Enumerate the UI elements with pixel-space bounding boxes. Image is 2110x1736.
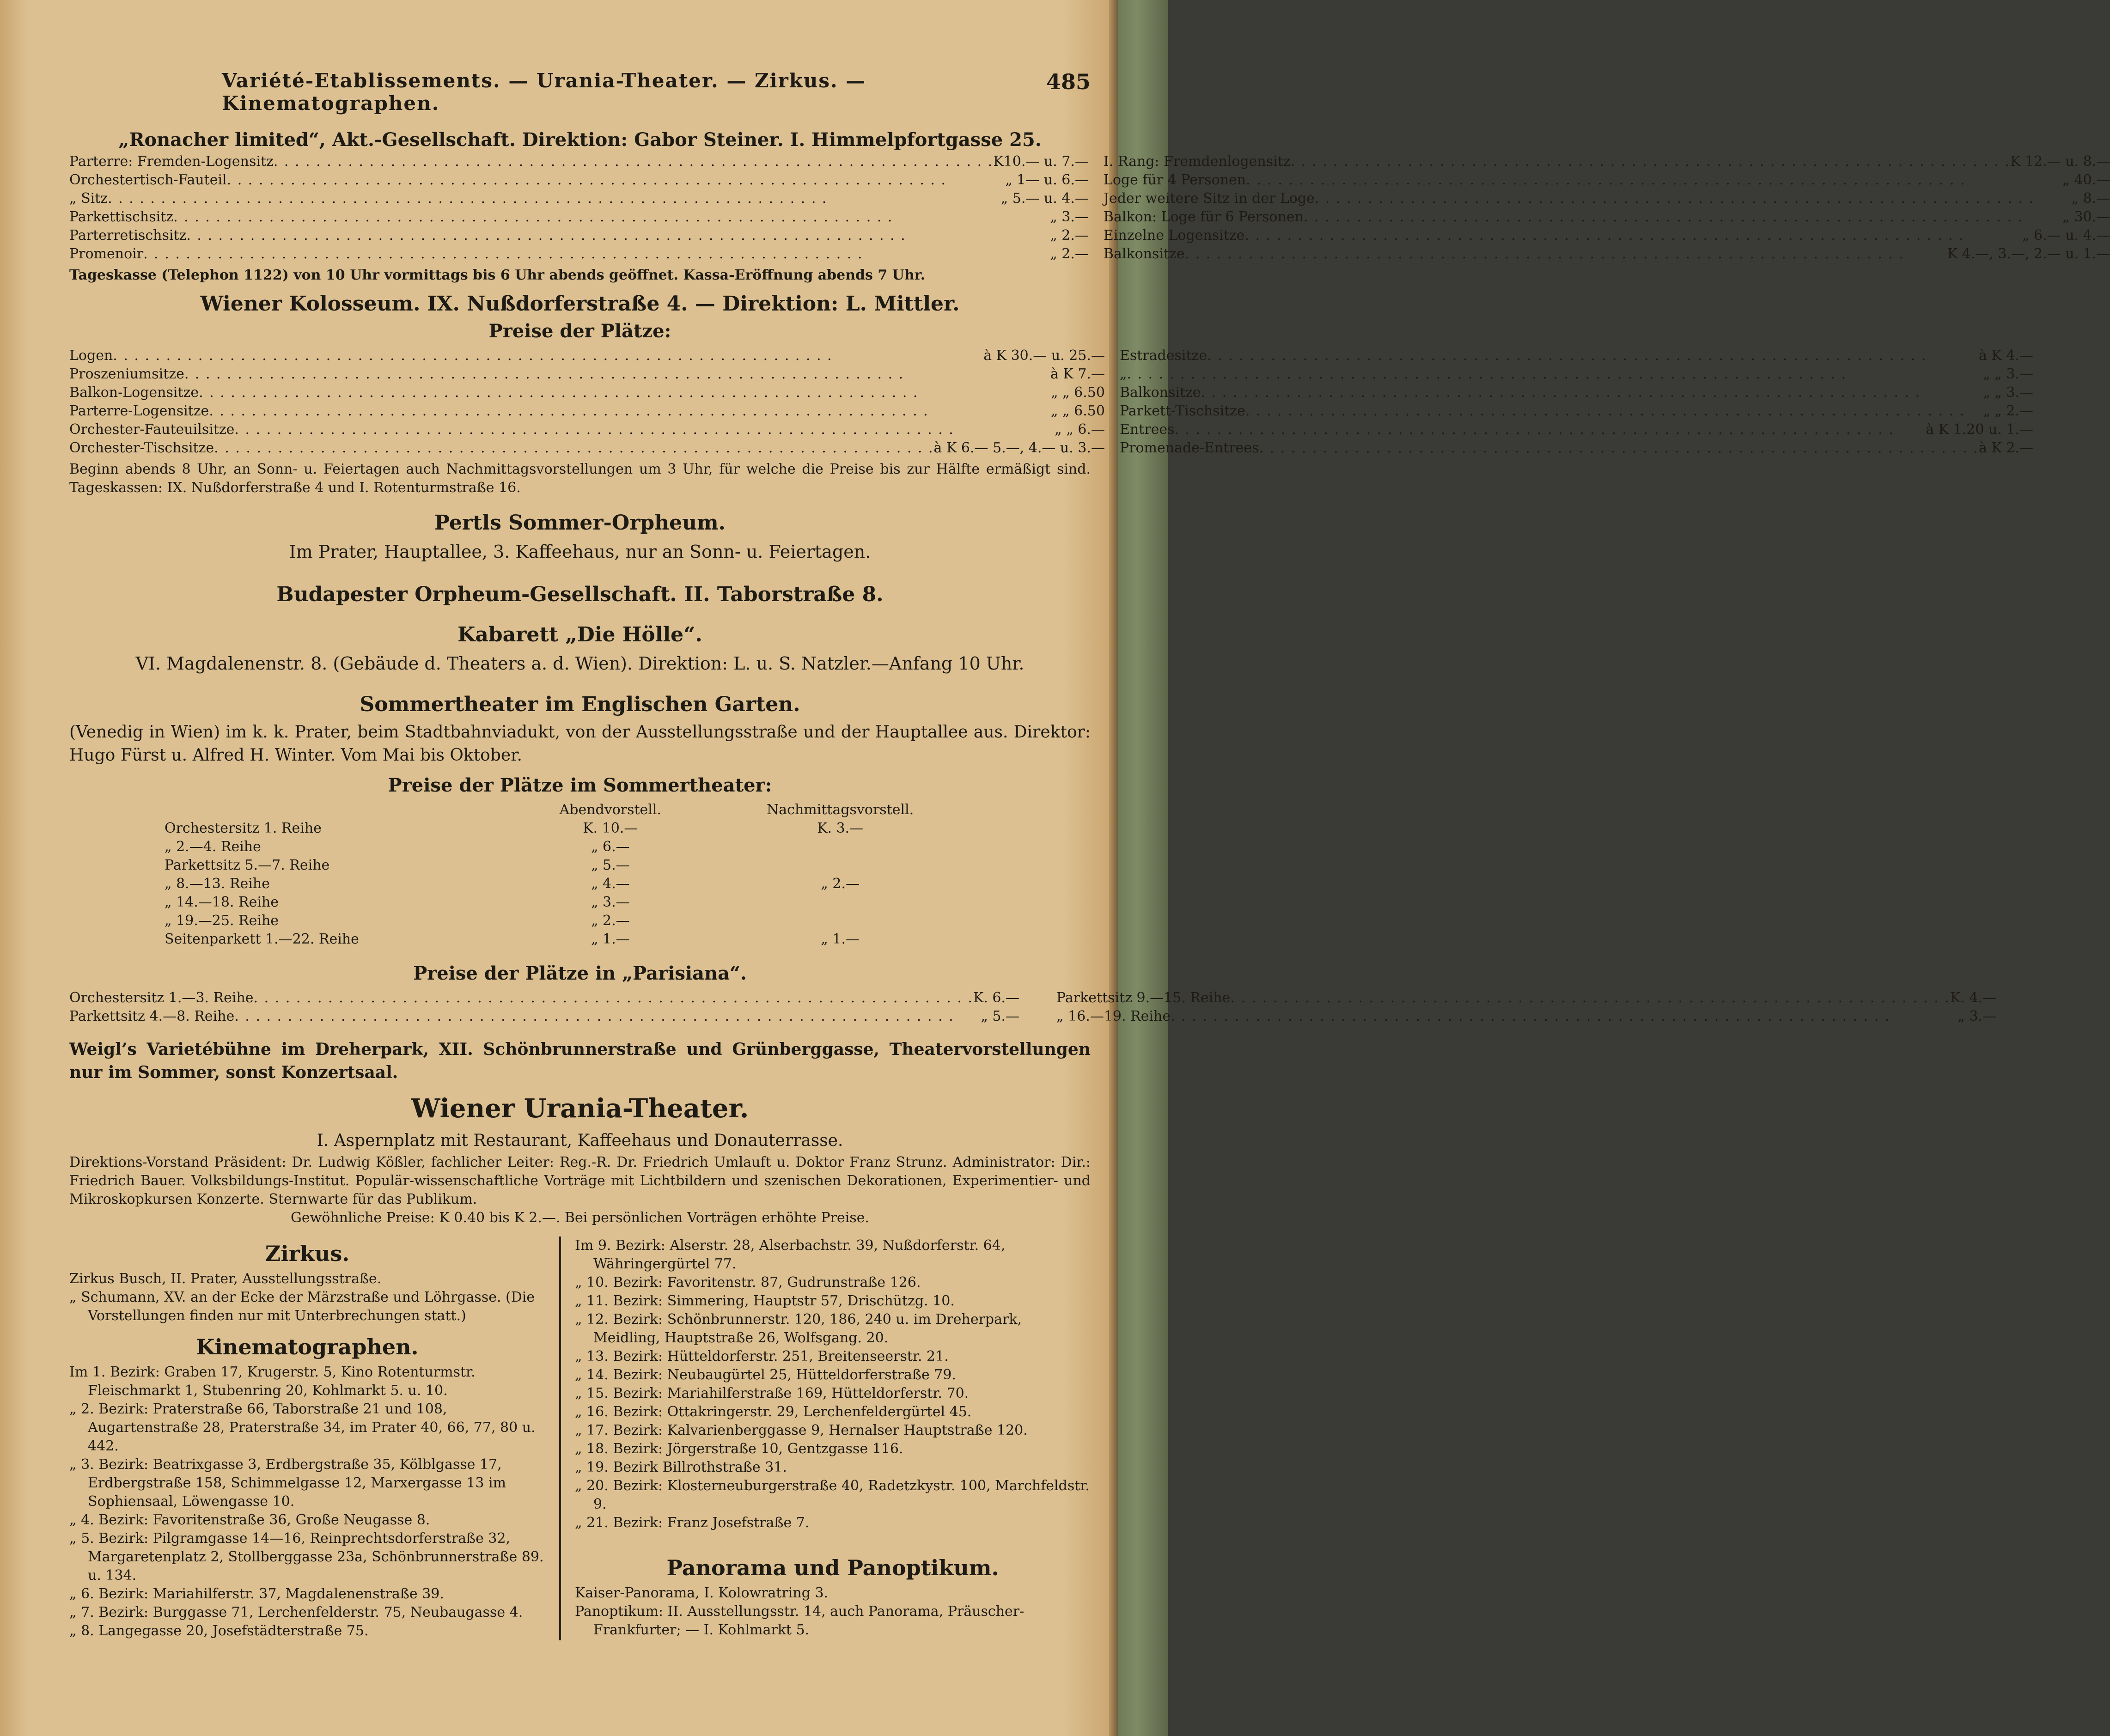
price-label: Estradesitze — [1119, 347, 1207, 364]
list-item: „ 13. Bezirk: Hütteldorferstr. 251, Breitenseerstr. 21. — [575, 1348, 949, 1364]
table-row — [162, 856, 975, 875]
list-item: „ 6. Bezirk: Mariahilferstr. 37, Magdalenenstraße 39. — [69, 1586, 444, 1602]
price-row — [1104, 208, 2110, 226]
price-row — [1120, 347, 2033, 365]
leader-dots — [209, 402, 1051, 420]
price-row — [1120, 384, 2033, 402]
price-value: „ 8.— — [2071, 190, 2110, 207]
price-label: Entrees — [1119, 421, 1175, 438]
leader-dots — [1171, 1007, 1958, 1026]
list-item: „ 20. Bezirk: Klosterneuburgerstraße 40, Radetzkystr. 100, Marchfeldstr. 9. — [575, 1478, 1090, 1512]
ronacher-prices — [69, 152, 2110, 263]
price-value: „ 2.— — [1050, 246, 1089, 262]
leader-dots — [1174, 420, 1926, 439]
zirkus-title: Zirkus. — [265, 1241, 350, 1266]
price-value: à K 2.— — [1978, 440, 2033, 456]
price-row — [69, 226, 1089, 245]
list-item: „ 15. Bezirk: Mariahilferstraße 169, Hütteldorferstr. 70. — [575, 1385, 969, 1401]
price-label: Orchester-Tischsitze — [69, 440, 214, 456]
leader-dots — [143, 245, 1050, 263]
list-item: „ 16. Bezirk: Ottakringerstr. 29, Lerchenfeldergürtel 45. — [575, 1404, 972, 1420]
price-row — [1104, 152, 2110, 171]
kolosseum-note: Beginn abends 8 Uhr, an Sonn- u. Feiertagen auch Nachmittagsvorstellungen um 3 Uhr, für welche die Preise bis zur Hälfte ermäßigt sind. Tageskassen: IX. Nußdorferstraße 4 und I. Rotenturmstraße 16. — [69, 461, 1091, 496]
price-label: Promenoir — [69, 246, 144, 262]
leader-dots — [254, 989, 973, 1007]
col-header-abend: Abendvorstell. — [559, 802, 662, 818]
price-row — [69, 1007, 1019, 1026]
table-row — [162, 875, 975, 893]
abend-price: „ 2.— — [591, 913, 630, 929]
urania-title: Wiener Urania-Theater. — [411, 1093, 749, 1124]
list-item: „ 11. Bezirk: Simmering, Hauptstr 57, Drischützg. 10. — [575, 1293, 955, 1309]
ronacher-prices-left — [69, 152, 1089, 263]
price-row — [1104, 245, 2110, 263]
price-value: „ 5.— u. 4.— — [1000, 190, 1089, 207]
ronacher-prices-right — [1104, 152, 2110, 263]
list-item: „ 7. Bezirk: Burggasse 71, Lerchenfelderstr. 75, Neubaugasse 4. — [69, 1604, 523, 1620]
price-value: „ „ 6.50 — [1051, 384, 1105, 401]
price-row — [69, 989, 1019, 1007]
hoelle-text: VI. Magdalenenstr. 8. (Gebäude d. Theaters a. d. Wien). Direktion: L. u. S. Natzler.—Anfang 10 Uhr. — [135, 653, 1025, 674]
price-row — [1104, 171, 2110, 189]
leader-dots — [227, 171, 1006, 189]
left-column — [69, 1237, 555, 1640]
price-row — [69, 420, 1105, 439]
running-header — [69, 69, 1091, 115]
leader-dots — [108, 189, 1001, 208]
row-label: „ 14.—18. Reihe — [165, 894, 279, 910]
price-label: Proszeniumsitze — [69, 366, 184, 382]
list-item: Panoptikum: II. Ausstellungsstr. 14, auch Panorama, Präuscher-Frankfurter; — I. Kohlmarkt 5. — [575, 1603, 1025, 1638]
price-label: Parkettsitz 9.—15. Reihe — [1056, 990, 1231, 1006]
nachm-price — [705, 912, 975, 930]
kino-list-right — [575, 1237, 1091, 1532]
price-label: „ Sitz — [69, 190, 108, 207]
abend-price: „ 6.— — [591, 839, 630, 855]
price-label: „ 16.—19. Reihe — [1056, 1008, 1171, 1024]
urania-subtitle: I. Aspernplatz mit Restaurant, Kaffeehaus und Donauterrasse. — [317, 1131, 843, 1150]
col-header-nachm: Nachmittagsvorstell. — [767, 802, 914, 818]
price-value: K 4.—, 3.—, 2.— u. 1.— — [1947, 246, 2110, 262]
price-label: Balkon: Loge für 6 Personen — [1103, 209, 1304, 225]
leader-dots — [1291, 152, 2010, 171]
price-row — [1120, 439, 2033, 457]
list-item: „ 4. Bezirk: Favoritenstraße 36, Große Neugasse 8. — [69, 1512, 430, 1528]
leader-dots — [214, 439, 933, 457]
sommertheater-text: (Venedig in Wien) im k. k. Prater, beim Stadtbahnviadukt, von der Ausstellungsstraße und der Hauptallee aus. Direktor: Hugo Fürst u. Alfred H. Winter. Vom Mai bis Oktober. — [69, 723, 1091, 765]
urania-text: Direktions-Vorstand Präsident: Dr. Ludwig Kößler, fachlicher Leiter: Reg.-R. Dr. Friedrich Umlauft u. Doktor Franz Strunz. Administrator: Dir.: Friedrich Bauer. Volksbildungs-Institut. Populär-wissenschaftliche Vorträge mit Lichtbildern und szenischen Dekorationen, Experimentier- und Mikroskopkursen Konzerte. Sternwarte für das Publikum. — [69, 1154, 1091, 1207]
nachm-price — [705, 893, 975, 912]
nachm-price — [705, 856, 975, 875]
price-label: Parterretischsitz — [69, 227, 187, 244]
leader-dots — [1185, 245, 1947, 263]
price-label: Balkonsitze — [1119, 384, 1201, 401]
leader-dots — [113, 347, 983, 365]
price-value: „ 6.— u. 4.— — [2022, 227, 2110, 244]
price-label: „ — [1119, 366, 1127, 382]
urania-prices: Gewöhnliche Preise: K 0.40 bis K 2.—. Bei persönlichen Vorträgen erhöhte Preise. — [290, 1210, 870, 1226]
table-row — [162, 912, 975, 930]
price-row — [69, 152, 1089, 171]
price-value: à K 1.20 u. 1.— — [1926, 421, 2033, 438]
kino-title: Kinematographen. — [196, 1334, 419, 1359]
price-value: „ „ 3.— — [1983, 366, 2033, 382]
kolosseum-prices — [69, 347, 2033, 457]
leader-dots — [186, 226, 1050, 245]
leader-dots — [173, 208, 1050, 226]
weigl-text: Weigl’s Varietébühne im Dreherpark, XII. Schönbrunnerstraße und Grünberggasse, Theatervorstellungen nur im Sommer, sonst Konzertsaal. — [69, 1040, 1091, 1082]
page-number: 485 — [1046, 69, 1091, 94]
price-value: „ 40.— — [2062, 172, 2110, 188]
list-item: „ 2. Bezirk: Praterstraße 66, Taborstraße 21 und 108, Augartenstraße 28, Praterstraße 34, im Prater 40, 66, 77, 80 u. 442. — [69, 1401, 536, 1454]
panorama-title: Panorama und Panoptikum. — [666, 1555, 999, 1580]
price-row — [69, 208, 1089, 226]
price-value: K 12.— u. 8.— — [2010, 153, 2110, 170]
price-label: Jeder weitere Sitz in der Loge — [1103, 190, 1315, 207]
leader-dots — [184, 365, 1050, 384]
ronacher-note: Tageskasse (Telephon 1122) von 10 Uhr vormittags bis 6 Uhr abends geöffnet. Kassa-Eröffnung abends 7 Uhr. — [69, 267, 926, 283]
price-row — [1056, 1007, 1996, 1026]
nachm-price: K. 3.— — [817, 820, 864, 836]
leader-dots — [199, 384, 1051, 402]
list-item: „ 10. Bezirk: Favoritenstr. 87, Gudrunstraße 126. — [575, 1274, 921, 1291]
ronacher-title: „Ronacher limited“, Akt.-Gesellschaft. Direktion: Gabor Steiner. I. Himmelpfortgasse 25. — [118, 129, 1042, 151]
price-label: Loge für 4 Personen — [1103, 172, 1246, 188]
price-row — [69, 245, 1089, 263]
parisiana-prices-right — [1056, 989, 1996, 1026]
list-item: „ Schumann, XV. an der Ecke der Märzstraße und Löhrgasse. (Die Vorstellungen finden nur mit Unterbrechungen statt.) — [69, 1289, 535, 1324]
list-item: „ 14. Bezirk: Neubaugürtel 25, Hütteldorferstraße 79. — [575, 1367, 956, 1383]
abend-price: „ 3.— — [591, 894, 630, 910]
price-row — [1104, 189, 2110, 208]
price-label: Parkett-Tischsitze — [1119, 403, 1245, 419]
parisiana-prices — [69, 989, 1996, 1026]
list-item: „ 17. Bezirk: Kalvarienberggasse 9, Hernalser Hauptstraße 120. — [575, 1422, 1028, 1438]
list-item: Im 9. Bezirk: Alserstr. 28, Alserbachstr. 39, Nußdorferstr. 64, Währingergürtel 77. — [575, 1237, 1006, 1272]
pertl-title: Pertls Sommer-Orpheum. — [434, 511, 726, 535]
price-label: Parkettsitz 4.—8. Reihe — [69, 1008, 235, 1024]
price-value: „ 3.— — [1958, 1008, 1996, 1024]
list-item: „ 12. Bezirk: Schönbrunnerstr. 120, 186, 240 u. im Dreherpark, Meidling, Hauptstraße 26, Wolfsgang. 20. — [575, 1311, 1022, 1346]
list-item: „ 5. Bezirk: Pilgramgasse 14—16, Reinprechtsdorferstraße 32, Margaretenplatz 2, Stollberggasse 23a, Schönbrunnerstraße 89. u. 134. — [69, 1530, 544, 1584]
zirkus-list — [69, 1270, 545, 1325]
price-label: Einzelne Logensitze — [1103, 227, 1245, 244]
sommertheater-title: Sommertheater im Englischen Garten. — [360, 693, 800, 716]
kino-list-left — [69, 1363, 545, 1640]
price-row — [69, 347, 1105, 365]
table-row — [162, 819, 975, 838]
column-divider — [559, 1237, 561, 1640]
sommertheater-price-table — [162, 801, 975, 949]
bottom-columns — [69, 1237, 1091, 1640]
pertl-text: Im Prater, Hauptallee, 3. Kaffeehaus, nur an Sonn- u. Feiertagen. — [289, 542, 871, 562]
leader-dots — [1259, 439, 1979, 457]
price-label: Orchester-Fauteuilsitze — [69, 421, 235, 438]
table-row — [162, 838, 975, 856]
price-label: Parkettischsitz — [69, 209, 174, 225]
right-column — [566, 1237, 1091, 1640]
price-row — [69, 189, 1089, 208]
price-label: Balkonsitze — [1103, 246, 1185, 262]
parisiana-prices-left — [69, 989, 1019, 1026]
price-value: à K 7.— — [1050, 366, 1105, 382]
budapester-orpheum: Budapester Orpheum-Gesellschaft. II. Taborstraße 8. — [276, 583, 884, 606]
list-item: Im 1. Bezirk: Graben 17, Krugerstr. 5, Kino Rotenturmstr. Fleischmarkt 1, Stubenring 20, Kohlmarkt 5. u. 10. — [69, 1364, 476, 1399]
nachm-price: „ 1.— — [821, 931, 860, 947]
row-label: Parkettsitz 5.—7. Reihe — [165, 857, 330, 873]
price-value: „ 1— u. 6.— — [1005, 172, 1089, 188]
list-item: „ 19. Bezirk Billrothstraße 31. — [575, 1459, 787, 1475]
price-row — [69, 384, 1105, 402]
nachm-price — [705, 838, 975, 856]
list-item: „ 8. Langegasse 20, Josefstädterstraße 75. — [69, 1623, 369, 1639]
leader-dots — [1246, 171, 2062, 189]
price-value: à K 4.— — [1978, 347, 2033, 364]
price-row — [1120, 365, 2033, 384]
price-value: à K 6.— 5.—, 4.— u. 3.— — [933, 440, 1105, 456]
list-item: Kaiser-Panorama, I. Kolowratring 3. — [575, 1585, 829, 1601]
row-label: „ 2.—4. Reihe — [165, 839, 261, 855]
price-row — [69, 402, 1105, 420]
leader-dots — [1207, 347, 1979, 365]
leader-dots — [1244, 226, 2022, 245]
price-row — [69, 439, 1105, 457]
row-label: „ 19.—25. Reihe — [165, 913, 279, 929]
price-value: „ „ 3.— — [1983, 384, 2033, 401]
leader-dots — [1230, 989, 1950, 1007]
hoelle-title: Kabarett „Die Hölle“. — [457, 623, 702, 646]
panorama-list — [575, 1584, 1091, 1639]
list-item: „ 18. Bezirk: Jörgerstraße 10, Gentzgasse 116. — [575, 1441, 903, 1457]
leader-dots — [1315, 189, 2072, 208]
kolosseum-prices-left — [69, 347, 1105, 457]
leader-dots — [234, 1007, 981, 1026]
price-value: K10.— u. 7.— — [993, 153, 1089, 170]
sommertheater-prices-title: Preise der Plätze im Sommertheater: — [388, 774, 772, 796]
kolosseum-prices-right — [1120, 347, 2033, 457]
price-value: „ 3.— — [1050, 209, 1089, 225]
parisiana-title: Preise der Plätze in „Parisiana“. — [413, 962, 747, 984]
list-item: „ 21. Bezirk: Franz Josefstraße 7. — [575, 1515, 810, 1531]
price-value: „ „ 6.— — [1055, 421, 1105, 438]
price-label: Orchestersitz 1.—3. Reihe — [69, 990, 254, 1006]
price-value: „ 30.— — [2062, 209, 2110, 225]
price-row — [1104, 226, 2110, 245]
price-row — [69, 171, 1089, 189]
leader-dots — [1201, 384, 1983, 402]
price-row — [69, 365, 1105, 384]
price-label: Balkon-Logensitze — [69, 384, 199, 401]
price-row — [1120, 402, 2033, 420]
price-label: Parterre: Fremden-Logensitz — [69, 153, 274, 170]
price-value: K. 6.— — [973, 990, 1020, 1006]
row-label: „ 8.—13. Reihe — [165, 876, 270, 892]
abend-price: „ 4.— — [591, 876, 630, 892]
list-item: Zirkus Busch, II. Prater, Ausstellungsstraße. — [69, 1271, 382, 1287]
kolosseum-title: Wiener Kolosseum. IX. Nußdorferstraße 4. — Direktion: L. Mittler. — [200, 292, 960, 316]
leader-dots — [234, 420, 1055, 439]
price-label: Orchestertisch-Fauteil — [69, 172, 227, 188]
price-value: „ „ 6.50 — [1051, 403, 1105, 419]
price-row — [1056, 989, 1996, 1007]
nachm-price: „ 2.— — [821, 876, 860, 892]
price-label: Logen — [69, 347, 113, 364]
abend-price: K. 10.— — [583, 820, 638, 836]
table-row — [162, 893, 975, 912]
price-value: à K 30.— u. 25.— — [983, 347, 1105, 364]
row-label: Seitenparkett 1.—22. Reihe — [165, 931, 359, 947]
price-label: Parterre-Logensitze — [69, 403, 209, 419]
price-value: „ 2.— — [1050, 227, 1089, 244]
price-row — [1120, 420, 2033, 439]
list-item: „ 3. Bezirk: Beatrixgasse 3, Erdbergstraße 35, Kölblgasse 17, Erdbergstraße 158, Schimmelgasse 12, Marxergasse 13 im Sophiensaal, Löwengasse 10. — [69, 1456, 506, 1510]
price-value: „ „ 2.— — [1983, 403, 2033, 419]
leader-dots — [1127, 365, 1983, 384]
leader-dots — [1245, 402, 1983, 420]
running-header-title: Variété-Etablissements. — Urania-Theater. — Zirkus. — Kinematographen. — [222, 69, 866, 115]
kolosseum-subtitle: Preise der Plätze: — [488, 320, 671, 342]
leader-dots — [1304, 208, 2063, 226]
price-value: „ 5.— — [981, 1008, 1020, 1024]
leader-dots — [274, 152, 993, 171]
price-value: K. 4.— — [1950, 990, 1996, 1006]
abend-price: „ 5.— — [591, 857, 630, 873]
price-label: Promenade-Entrees — [1119, 440, 1259, 456]
abend-price: „ 1.— — [591, 931, 630, 947]
table-row — [162, 930, 975, 949]
price-label: I. Rang: Fremdenlogensitz — [1103, 153, 1291, 170]
row-label: Orchestersitz 1. Reihe — [165, 820, 322, 836]
page-content — [69, 69, 2110, 1640]
